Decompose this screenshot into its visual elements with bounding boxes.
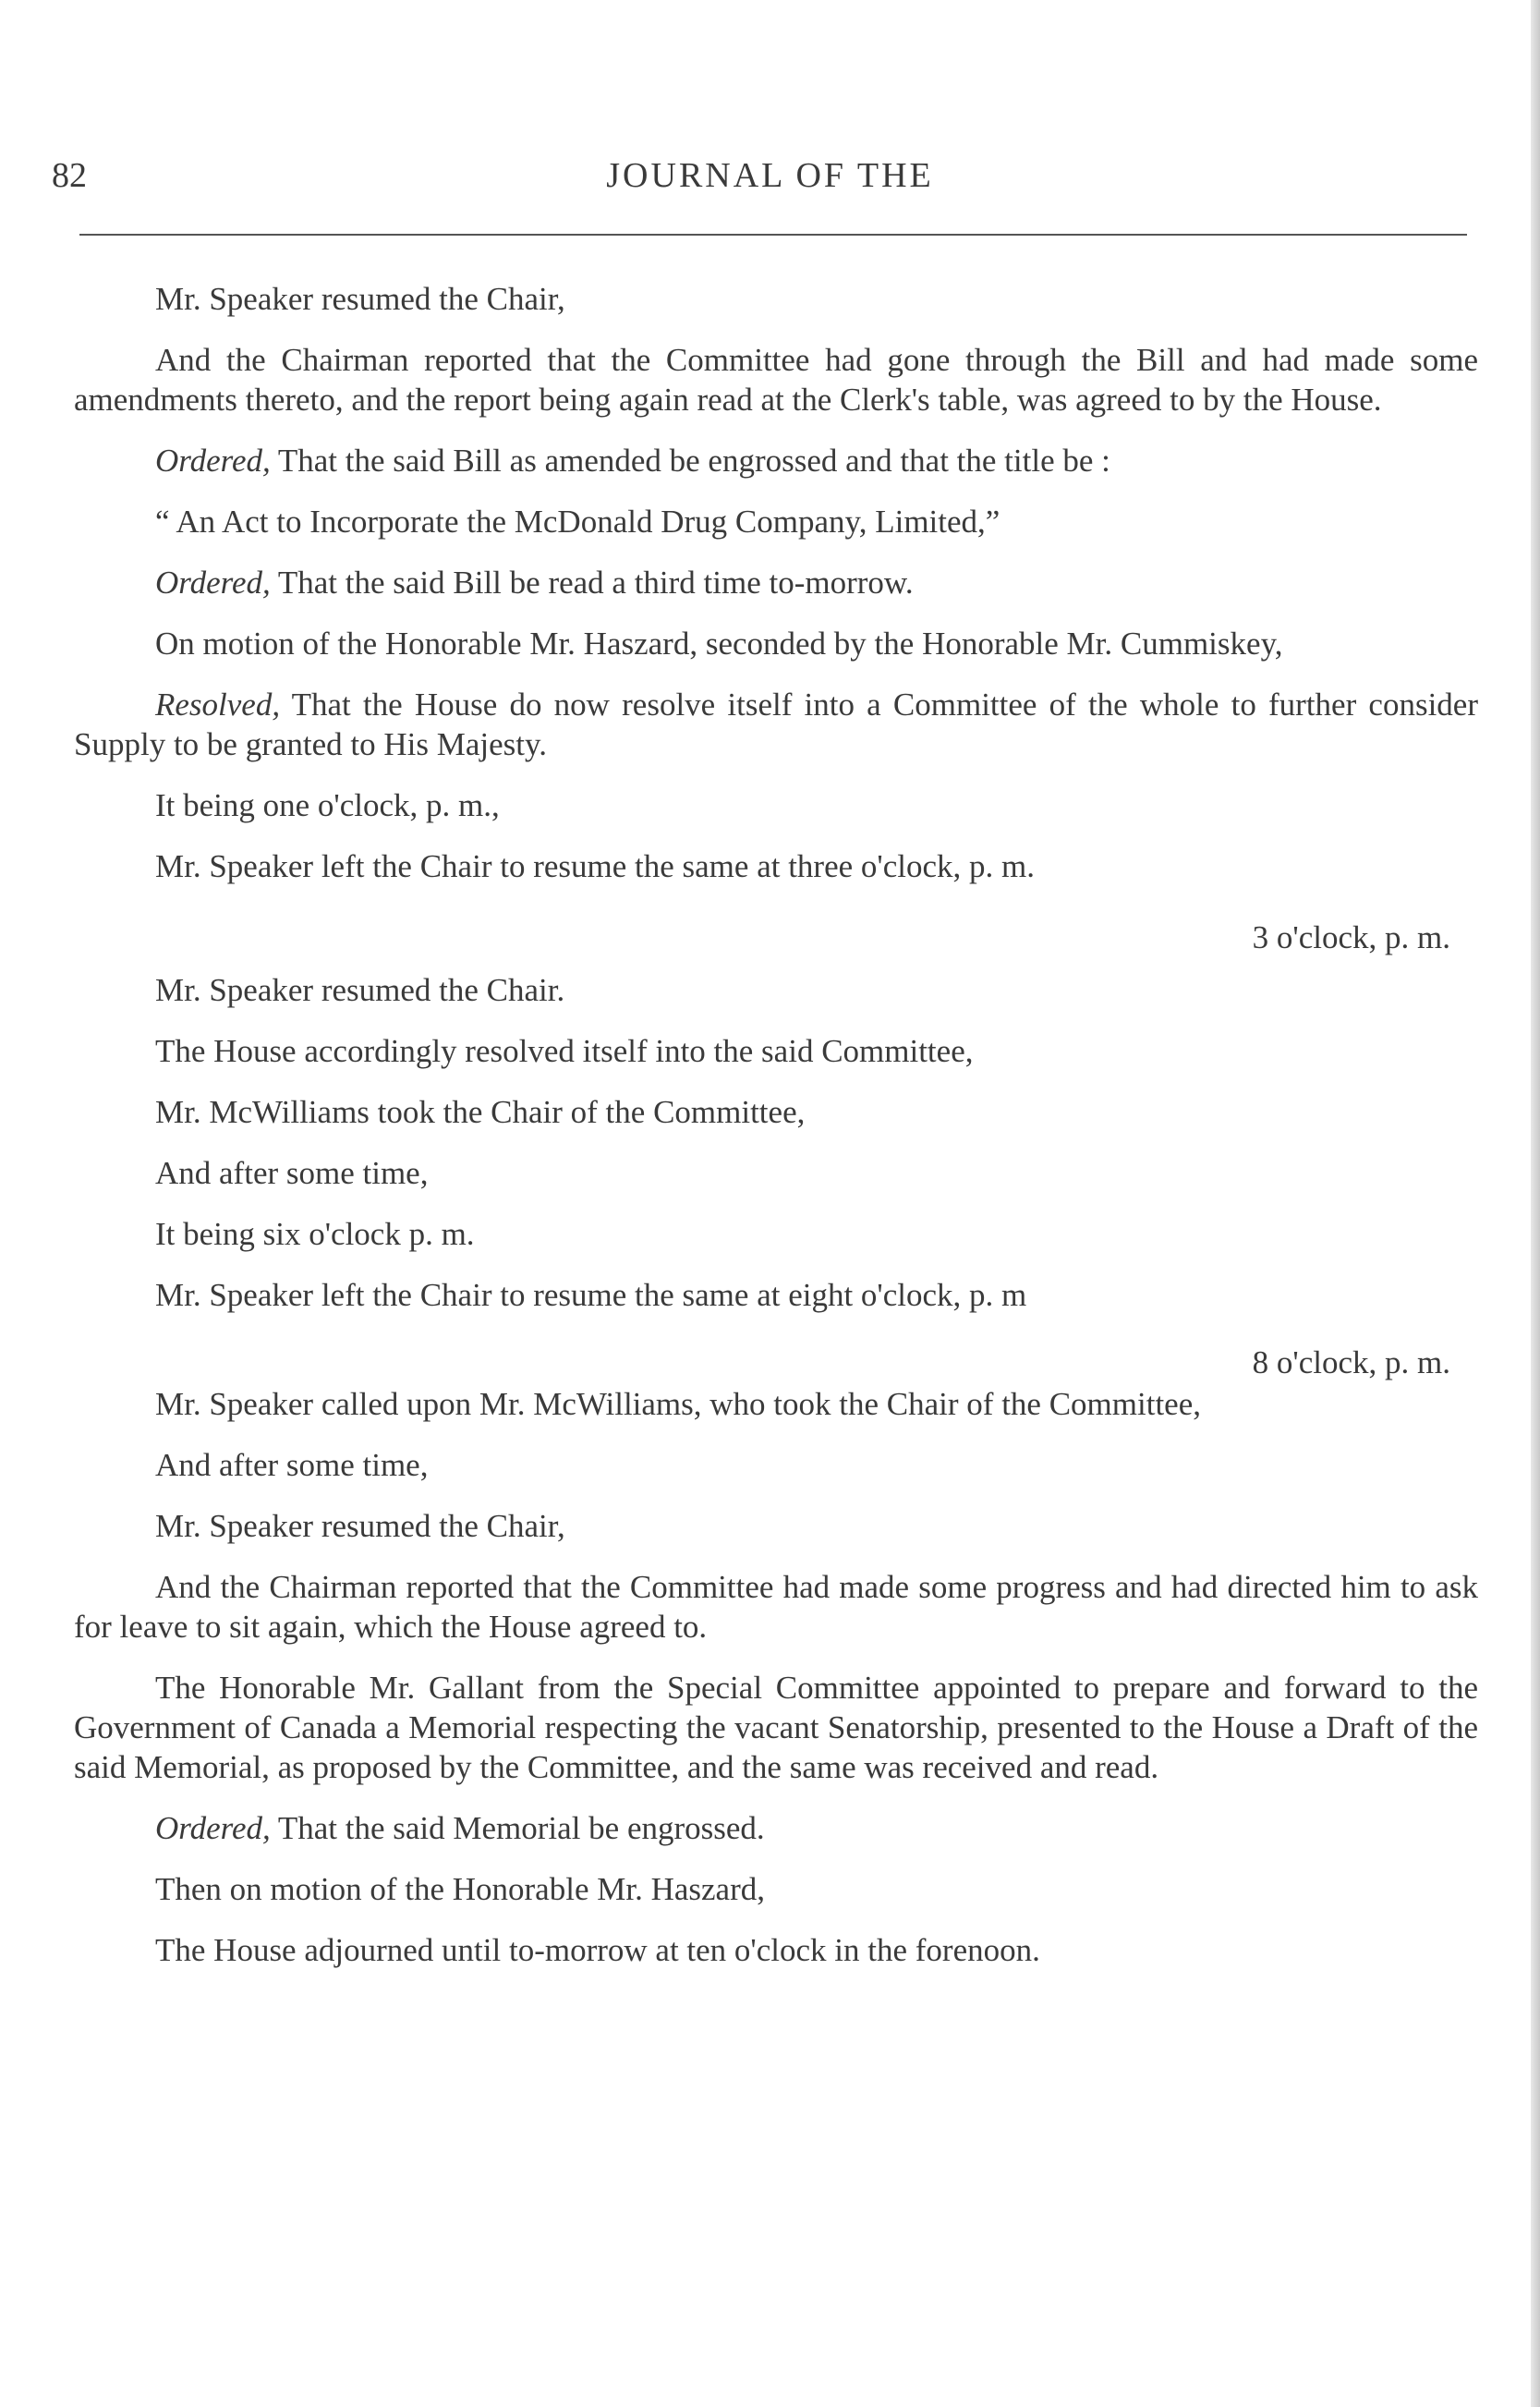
journal-entry: And the Chairman reported that the Committee had gone through the Bill and had made some amendments thereto, and the report being again read at the Clerk's table, was agreed to by the House. [74,342,1478,418]
time-heading: 3 o'clock, p. m. [1252,919,1450,955]
journal-entry: The Honorable Mr. Gallant from the Special Committee appointed to prepare and forward to the Government of Canada a Memorial respecting the vacant Senatorship, presented to the House a Draft of the said Memorial, as proposed by the Committee, and the same was received and read. [74,1670,1478,1785]
journal-entry: Mr. Speaker resumed the Chair. [155,972,565,1008]
motion-keyword: Ordered, [155,565,271,601]
motion-text: That the House do now resolve itself into a Committee of the whole to further consider Supply to be granted to His Majesty. [74,687,1478,762]
motion-keyword: Ordered, [155,1810,271,1846]
journal-entry: It being one o'clock, p. m., [155,787,500,823]
motion-text: That the said Bill as amended be engrossed and that the title be : [270,443,1110,479]
journal-entry: And after some time, [155,1447,429,1483]
journal-body [74,279,1478,1991]
running-head: JOURNAL OF THE [606,156,934,195]
journal-entry: Mr. Speaker resumed the Chair, [155,1508,565,1544]
journal-entry: Mr. Speaker resumed the Chair, [155,281,565,317]
motion-text: That the said Memorial be engrossed. [270,1810,765,1846]
journal-entry: It being six o'clock p. m. [155,1216,475,1252]
page-edge [1531,0,1540,2407]
page-number: 82 [52,156,87,195]
page-header [0,155,1540,201]
journal-resolution [74,685,1478,764]
time-heading: 8 o'clock, p. m. [1252,1344,1450,1380]
journal-entry: Mr. McWilliams took the Chair of the Committee, [155,1094,806,1130]
journal-entry: The House adjourned until to-morrow at ten o'clock in the forenoon. [155,1932,1040,1968]
journal-entry: And the Chairman reported that the Committee had made some progress and had directed him to ask for leave to sit again, which the House agreed to. [74,1569,1478,1645]
journal-entry: Mr. Speaker left the Chair to resume the same at three o'clock, p. m. [155,848,1035,884]
journal-entry: The House accordingly resolved itself into the said Committee, [155,1033,974,1069]
motion-text: That the said Bill be read a third time to-morrow. [270,565,914,601]
journal-entry: And after some time, [155,1155,429,1191]
motion-keyword: Ordered, [155,443,271,479]
motion-keyword: Resolved, [155,687,281,723]
journal-resolution [74,441,1478,480]
journal-entry: Mr. Speaker left the Chair to resume the same at eight o'clock, p. m [155,1277,1027,1313]
journal-resolution [74,563,1478,602]
header-rule [79,234,1467,236]
journal-resolution [74,1808,1478,1848]
journal-entry: On motion of the Honorable Mr. Haszard, seconded by the Honorable Mr. Cummiskey, [155,626,1283,662]
journal-entry: “ An Act to Incorporate the McDonald Drug Company, Limited,” [155,504,1000,540]
journal-entry: Mr. Speaker called upon Mr. McWilliams, who took the Chair of the Committee, [155,1386,1201,1422]
journal-entry: Then on motion of the Honorable Mr. Haszard, [155,1871,765,1907]
